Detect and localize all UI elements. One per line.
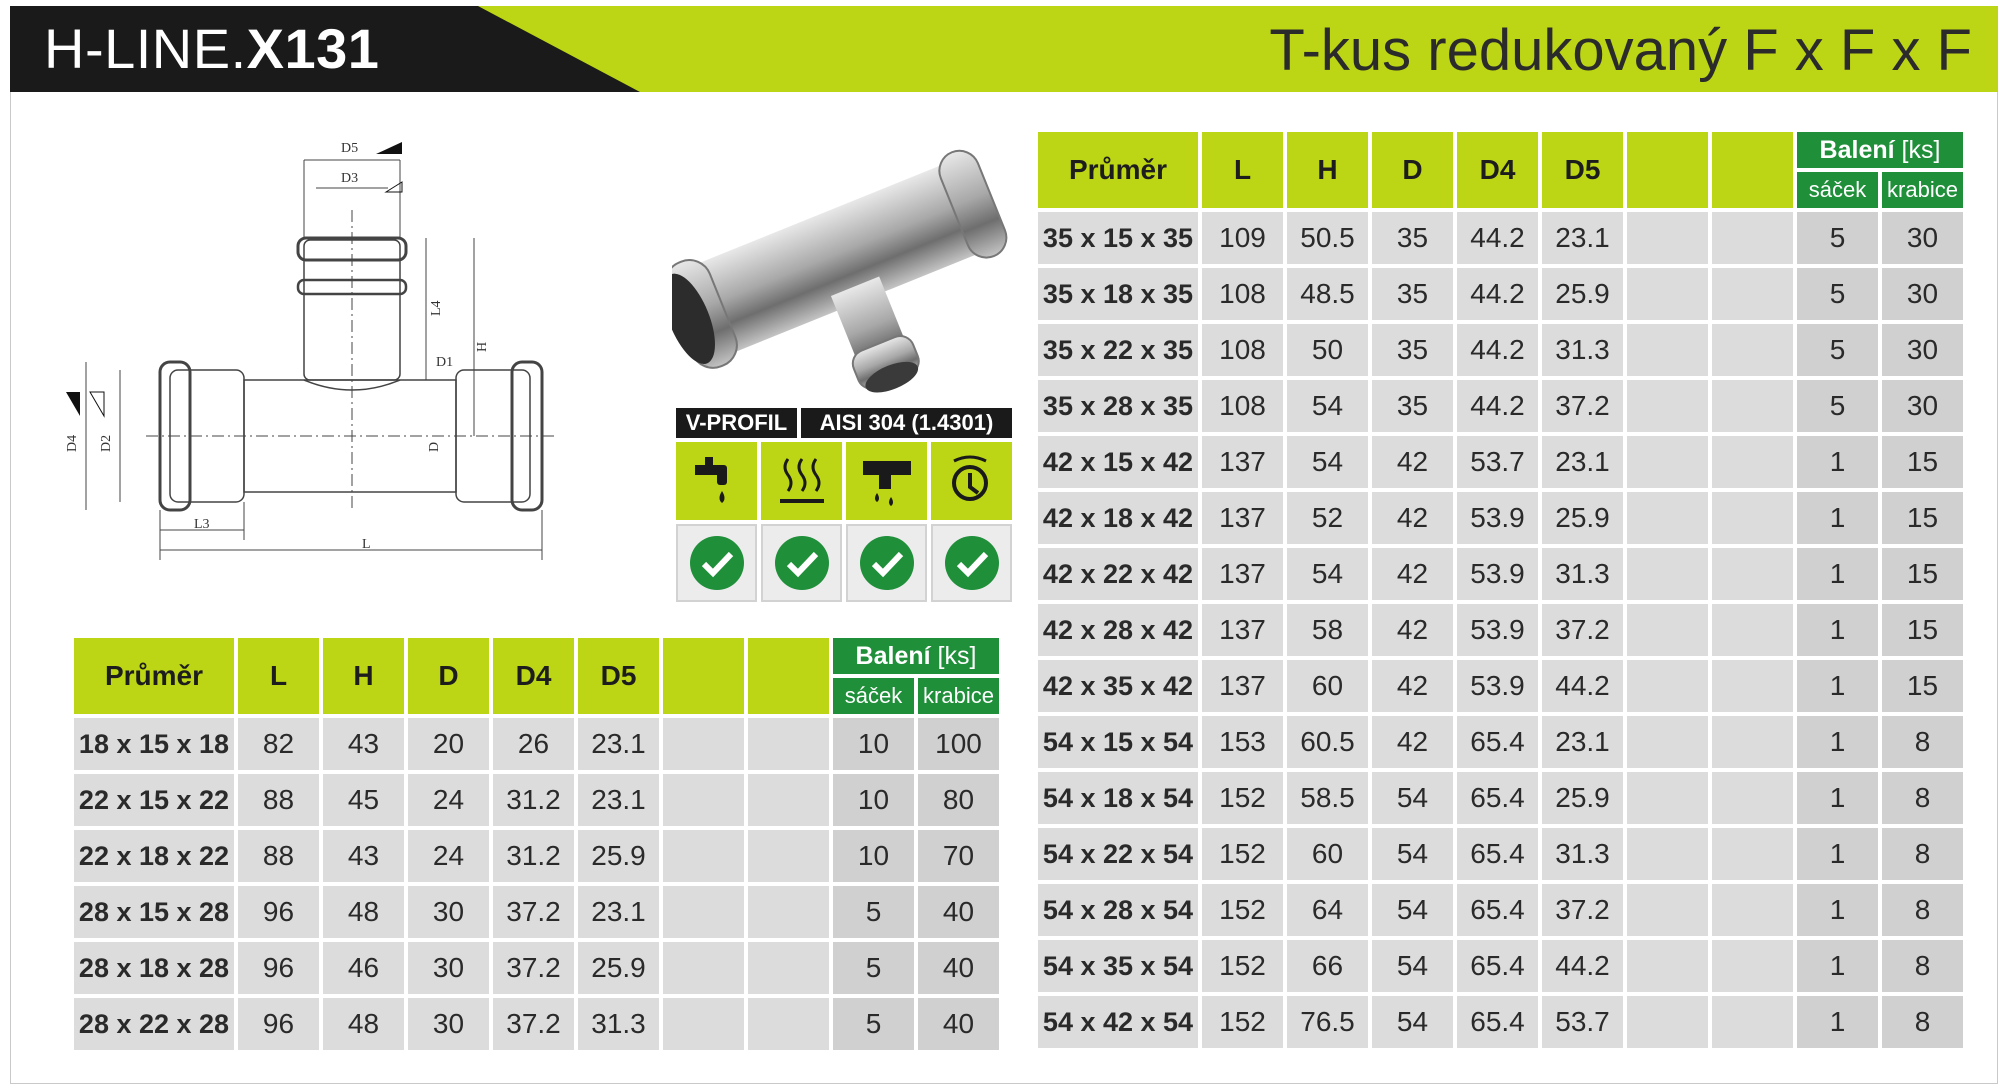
- cell-h: 48.5: [1287, 268, 1368, 320]
- cell-l: 137: [1202, 436, 1283, 488]
- cell-d: 42: [1372, 604, 1453, 656]
- cell-d5: 23.1: [578, 718, 659, 770]
- heating-icon: [761, 442, 842, 520]
- col-h: H: [323, 638, 404, 714]
- cell-dim: 22 x 15 x 22: [74, 774, 234, 826]
- cell-krabice: 30: [1882, 212, 1963, 264]
- cell-h: 64: [1287, 884, 1368, 936]
- cell-d4: 37.2: [493, 886, 574, 938]
- col-baleni: Balení [ks]: [833, 638, 999, 674]
- cell-d: 35: [1372, 268, 1453, 320]
- cell-sacek: 1: [1797, 548, 1878, 600]
- empty-cell: [1627, 772, 1708, 824]
- check-icon: [846, 524, 927, 602]
- col-empty: [748, 638, 829, 714]
- cell-krabice: 100: [918, 718, 999, 770]
- cell-d4: 65.4: [1457, 772, 1538, 824]
- cell-krabice: 30: [1882, 380, 1963, 432]
- cell-dim: 42 x 35 x 42: [1038, 660, 1198, 712]
- cell-krabice: 8: [1882, 828, 1963, 880]
- empty-cell: [1627, 436, 1708, 488]
- cell-d5: 53.7: [1542, 996, 1623, 1048]
- col-d5: D5: [1542, 132, 1623, 208]
- cell-d4: 37.2: [493, 942, 574, 994]
- cell-h: 58.5: [1287, 772, 1368, 824]
- cell-d: 42: [1372, 492, 1453, 544]
- cell-h: 76.5: [1287, 996, 1368, 1048]
- cell-h: 54: [1287, 436, 1368, 488]
- empty-cell: [663, 998, 744, 1050]
- cell-sacek: 1: [1797, 716, 1878, 768]
- cell-dim: 54 x 42 x 54: [1038, 996, 1198, 1048]
- empty-cell: [1712, 436, 1793, 488]
- cell-d5: 44.2: [1542, 940, 1623, 992]
- col-l: L: [238, 638, 319, 714]
- empty-cell: [663, 942, 744, 994]
- col-empty: [1712, 132, 1793, 208]
- cell-sacek: 5: [1797, 324, 1878, 376]
- cell-dim: 42 x 15 x 42: [1038, 436, 1198, 488]
- cell-sacek: 5: [1797, 268, 1878, 320]
- empty-cell: [1627, 548, 1708, 600]
- cell-dim: 18 x 15 x 18: [74, 718, 234, 770]
- cell-h: 60: [1287, 828, 1368, 880]
- cell-l: 88: [238, 830, 319, 882]
- cell-h: 54: [1287, 548, 1368, 600]
- cell-d4: 37.2: [493, 998, 574, 1050]
- empty-cell: [748, 942, 829, 994]
- empty-cell: [748, 998, 829, 1050]
- empty-cell: [1712, 996, 1793, 1048]
- table-row: [1038, 884, 1963, 936]
- cell-sacek: 5: [1797, 212, 1878, 264]
- col-prumer: Průměr: [74, 638, 234, 714]
- col-h: H: [1287, 132, 1368, 208]
- header-bar: [10, 6, 1998, 92]
- cell-d5: 23.1: [1542, 716, 1623, 768]
- cell-d5: 25.9: [1542, 772, 1623, 824]
- cell-krabice: 8: [1882, 940, 1963, 992]
- cell-d5: 37.2: [1542, 884, 1623, 936]
- cell-d: 54: [1372, 772, 1453, 824]
- product-title: T-kus redukovaný F x F x F: [1269, 18, 1972, 83]
- col-d4: D4: [1457, 132, 1538, 208]
- material-badges: [676, 408, 1012, 602]
- empty-cell: [1627, 492, 1708, 544]
- empty-cell: [1627, 380, 1708, 432]
- cell-krabice: 15: [1882, 548, 1963, 600]
- table-row: [1038, 772, 1963, 824]
- table-row: [1038, 380, 1963, 432]
- cell-dim: 28 x 15 x 28: [74, 886, 234, 938]
- cell-sacek: 1: [1797, 884, 1878, 936]
- cell-h: 43: [323, 830, 404, 882]
- table-row: [1038, 436, 1963, 488]
- cell-d: 30: [408, 942, 489, 994]
- empty-cell: [1627, 660, 1708, 712]
- empty-cell: [663, 830, 744, 882]
- check-icon: [761, 524, 842, 602]
- cell-dim: 28 x 22 x 28: [74, 998, 234, 1050]
- cell-d5: 25.9: [578, 830, 659, 882]
- table-row: [74, 830, 999, 882]
- cell-h: 48: [323, 998, 404, 1050]
- col-prumer: Průměr: [1038, 132, 1198, 208]
- empty-cell: [1627, 604, 1708, 656]
- cell-l: 137: [1202, 492, 1283, 544]
- cell-sacek: 1: [1797, 940, 1878, 992]
- table-row: [1038, 324, 1963, 376]
- col-d5: D5: [578, 638, 659, 714]
- cell-krabice: 15: [1882, 492, 1963, 544]
- col-krabice: krabice: [918, 678, 999, 714]
- col-d: D: [408, 638, 489, 714]
- cell-sacek: 1: [1797, 828, 1878, 880]
- cell-dim: 35 x 22 x 35: [1038, 324, 1198, 376]
- cell-d: 35: [1372, 380, 1453, 432]
- cell-d5: 23.1: [1542, 212, 1623, 264]
- cell-h: 66: [1287, 940, 1368, 992]
- cell-d5: 25.9: [578, 942, 659, 994]
- label-d4: D4: [65, 434, 80, 452]
- cell-h: 48: [323, 886, 404, 938]
- cell-d: 42: [1372, 716, 1453, 768]
- cell-h: 52: [1287, 492, 1368, 544]
- cell-dim: 35 x 28 x 35: [1038, 380, 1198, 432]
- empty-cell: [1627, 212, 1708, 264]
- empty-cell: [1712, 324, 1793, 376]
- cell-d4: 44.2: [1457, 268, 1538, 320]
- cell-d: 54: [1372, 828, 1453, 880]
- table-row: [74, 718, 999, 770]
- empty-cell: [1712, 492, 1793, 544]
- cell-l: 96: [238, 942, 319, 994]
- empty-cell: [1712, 660, 1793, 712]
- empty-cell: [1712, 884, 1793, 936]
- empty-cell: [1627, 268, 1708, 320]
- cell-l: 88: [238, 774, 319, 826]
- cell-d5: 25.9: [1542, 268, 1623, 320]
- col-l: L: [1202, 132, 1283, 208]
- empty-cell: [1712, 828, 1793, 880]
- cell-sacek: 1: [1797, 996, 1878, 1048]
- cell-d4: 53.9: [1457, 492, 1538, 544]
- product-code: H-LINE.X131: [44, 17, 380, 80]
- empty-cell: [1627, 940, 1708, 992]
- empty-cell: [1712, 716, 1793, 768]
- empty-cell: [1627, 716, 1708, 768]
- cell-krabice: 15: [1882, 660, 1963, 712]
- cell-krabice: 30: [1882, 268, 1963, 320]
- cell-krabice: 40: [918, 998, 999, 1050]
- cell-d: 54: [1372, 884, 1453, 936]
- cell-dim: 42 x 28 x 42: [1038, 604, 1198, 656]
- cell-d5: 23.1: [578, 774, 659, 826]
- cell-l: 137: [1202, 548, 1283, 600]
- table-row: [1038, 268, 1963, 320]
- cell-krabice: 70: [918, 830, 999, 882]
- cell-krabice: 8: [1882, 716, 1963, 768]
- empty-cell: [1627, 828, 1708, 880]
- cell-d4: 31.2: [493, 830, 574, 882]
- empty-cell: [1712, 212, 1793, 264]
- profile-badge: V-PROFIL: [676, 408, 797, 438]
- cell-sacek: 5: [833, 942, 914, 994]
- empty-cell: [1712, 268, 1793, 320]
- table-row: [74, 774, 999, 826]
- cell-d4: 65.4: [1457, 828, 1538, 880]
- empty-cell: [1712, 380, 1793, 432]
- cell-krabice: 15: [1882, 604, 1963, 656]
- col-d: D: [1372, 132, 1453, 208]
- cell-sacek: 5: [833, 886, 914, 938]
- empty-cell: [1712, 772, 1793, 824]
- water-tap-icon: [676, 442, 757, 520]
- material-badge: AISI 304 (1.4301): [801, 408, 1012, 438]
- cell-dim: 35 x 18 x 35: [1038, 268, 1198, 320]
- col-krabice: krabice: [1882, 172, 1963, 208]
- cell-h: 60: [1287, 660, 1368, 712]
- cell-sacek: 10: [833, 774, 914, 826]
- cell-dim: 28 x 18 x 28: [74, 942, 234, 994]
- cell-dim: 54 x 18 x 54: [1038, 772, 1198, 824]
- empty-cell: [663, 718, 744, 770]
- cell-h: 60.5: [1287, 716, 1368, 768]
- cell-d5: 31.3: [1542, 828, 1623, 880]
- cell-sacek: 5: [833, 998, 914, 1050]
- empty-cell: [663, 886, 744, 938]
- cell-krabice: 30: [1882, 324, 1963, 376]
- cell-d5: 31.3: [1542, 548, 1623, 600]
- cell-dim: 35 x 15 x 35: [1038, 212, 1198, 264]
- cell-d5: 25.9: [1542, 492, 1623, 544]
- empty-cell: [748, 830, 829, 882]
- cell-l: 82: [238, 718, 319, 770]
- cell-d: 35: [1372, 212, 1453, 264]
- label-l3: L3: [194, 517, 210, 532]
- cell-sacek: 10: [833, 718, 914, 770]
- cell-d5: 37.2: [1542, 380, 1623, 432]
- cell-dim: 54 x 35 x 54: [1038, 940, 1198, 992]
- cell-l: 152: [1202, 828, 1283, 880]
- cell-l: 152: [1202, 772, 1283, 824]
- product-photo: [672, 140, 1012, 400]
- cell-dim: 54 x 22 x 54: [1038, 828, 1198, 880]
- cell-dim: 42 x 18 x 42: [1038, 492, 1198, 544]
- empty-cell: [748, 886, 829, 938]
- cell-d4: 65.4: [1457, 940, 1538, 992]
- empty-cell: [1712, 604, 1793, 656]
- cell-sacek: 1: [1797, 772, 1878, 824]
- cell-d4: 65.4: [1457, 716, 1538, 768]
- label-l: L: [362, 537, 371, 552]
- cell-dim: 22 x 18 x 22: [74, 830, 234, 882]
- cell-d: 35: [1372, 324, 1453, 376]
- cell-h: 54: [1287, 380, 1368, 432]
- cell-d5: 31.3: [1542, 324, 1623, 376]
- cell-dim: 42 x 22 x 42: [1038, 548, 1198, 600]
- empty-cell: [1627, 996, 1708, 1048]
- col-empty: [663, 638, 744, 714]
- cell-krabice: 40: [918, 942, 999, 994]
- drain-pipe-icon: [846, 442, 927, 520]
- cell-krabice: 40: [918, 886, 999, 938]
- cell-d: 30: [408, 886, 489, 938]
- cell-l: 96: [238, 886, 319, 938]
- label-d1: D1: [436, 355, 454, 370]
- cell-l: 96: [238, 998, 319, 1050]
- table-row: [1038, 492, 1963, 544]
- cell-d: 24: [408, 830, 489, 882]
- cell-l: 137: [1202, 604, 1283, 656]
- cell-h: 58: [1287, 604, 1368, 656]
- col-empty: [1627, 132, 1708, 208]
- table-row: [74, 998, 999, 1050]
- cell-sacek: 1: [1797, 604, 1878, 656]
- table-row: [1038, 828, 1963, 880]
- table-row: [74, 886, 999, 938]
- label-h: H: [475, 341, 490, 352]
- cell-d5: 23.1: [578, 886, 659, 938]
- cell-d: 54: [1372, 940, 1453, 992]
- cell-d: 42: [1372, 660, 1453, 712]
- col-sacek: sáček: [833, 678, 914, 714]
- cell-d4: 65.4: [1457, 996, 1538, 1048]
- cell-h: 46: [323, 942, 404, 994]
- label-l4: L4: [429, 300, 444, 316]
- cell-sacek: 1: [1797, 660, 1878, 712]
- cell-sacek: 1: [1797, 492, 1878, 544]
- cell-l: 109: [1202, 212, 1283, 264]
- cell-krabice: 8: [1882, 884, 1963, 936]
- cell-l: 108: [1202, 380, 1283, 432]
- cell-l: 152: [1202, 940, 1283, 992]
- table-row: [1038, 548, 1963, 600]
- cell-sacek: 1: [1797, 436, 1878, 488]
- cell-d: 30: [408, 998, 489, 1050]
- cell-krabice: 8: [1882, 996, 1963, 1048]
- empty-cell: [748, 718, 829, 770]
- cell-l: 152: [1202, 884, 1283, 936]
- cell-l: 153: [1202, 716, 1283, 768]
- cell-d: 20: [408, 718, 489, 770]
- cell-d4: 31.2: [493, 774, 574, 826]
- table-row: [74, 942, 999, 994]
- cell-d4: 65.4: [1457, 884, 1538, 936]
- cell-d: 24: [408, 774, 489, 826]
- table-row: [1038, 660, 1963, 712]
- cell-sacek: 10: [833, 830, 914, 882]
- cell-d5: 31.3: [578, 998, 659, 1050]
- cell-dim: 54 x 15 x 54: [1038, 716, 1198, 768]
- cell-d5: 23.1: [1542, 436, 1623, 488]
- cell-d4: 26: [493, 718, 574, 770]
- cell-d: 42: [1372, 548, 1453, 600]
- gas-approval-icon: [931, 442, 1012, 520]
- cell-l: 108: [1202, 324, 1283, 376]
- table-row: [1038, 996, 1963, 1048]
- cell-krabice: 8: [1882, 772, 1963, 824]
- cell-d4: 53.9: [1457, 548, 1538, 600]
- cell-h: 43: [323, 718, 404, 770]
- cell-d4: 44.2: [1457, 324, 1538, 376]
- cell-d4: 44.2: [1457, 380, 1538, 432]
- cell-l: 108: [1202, 268, 1283, 320]
- cell-krabice: 80: [918, 774, 999, 826]
- cell-d4: 53.9: [1457, 604, 1538, 656]
- col-d4: D4: [493, 638, 574, 714]
- label-d3: D3: [341, 171, 359, 186]
- cell-h: 50: [1287, 324, 1368, 376]
- dimension-table-small: [70, 634, 1003, 1054]
- cell-l: 137: [1202, 660, 1283, 712]
- cell-d5: 37.2: [1542, 604, 1623, 656]
- cell-h: 45: [323, 774, 404, 826]
- table-row: [1038, 940, 1963, 992]
- label-d5: D5: [341, 141, 359, 156]
- table-row: [1038, 716, 1963, 768]
- col-baleni: Balení [ks]: [1797, 132, 1963, 168]
- col-sacek: sáček: [1797, 172, 1878, 208]
- empty-cell: [1627, 884, 1708, 936]
- cell-d4: 53.7: [1457, 436, 1538, 488]
- empty-cell: [663, 774, 744, 826]
- cell-sacek: 5: [1797, 380, 1878, 432]
- cell-d: 42: [1372, 436, 1453, 488]
- dimension-table-large: [1034, 128, 1967, 1052]
- check-icon: [931, 524, 1012, 602]
- check-icon: [676, 524, 757, 602]
- cell-d4: 53.9: [1457, 660, 1538, 712]
- table-row: [1038, 212, 1963, 264]
- cell-d: 54: [1372, 996, 1453, 1048]
- cell-d4: 44.2: [1457, 212, 1538, 264]
- label-d: D: [427, 441, 442, 452]
- cell-dim: 54 x 28 x 54: [1038, 884, 1198, 936]
- cell-krabice: 15: [1882, 436, 1963, 488]
- cell-h: 50.5: [1287, 212, 1368, 264]
- cell-d5: 44.2: [1542, 660, 1623, 712]
- label-d2: D2: [99, 434, 114, 452]
- empty-cell: [1712, 548, 1793, 600]
- empty-cell: [748, 774, 829, 826]
- table-row: [1038, 604, 1963, 656]
- cell-l: 152: [1202, 996, 1283, 1048]
- empty-cell: [1712, 940, 1793, 992]
- technical-drawing: [56, 130, 626, 610]
- empty-cell: [1627, 324, 1708, 376]
